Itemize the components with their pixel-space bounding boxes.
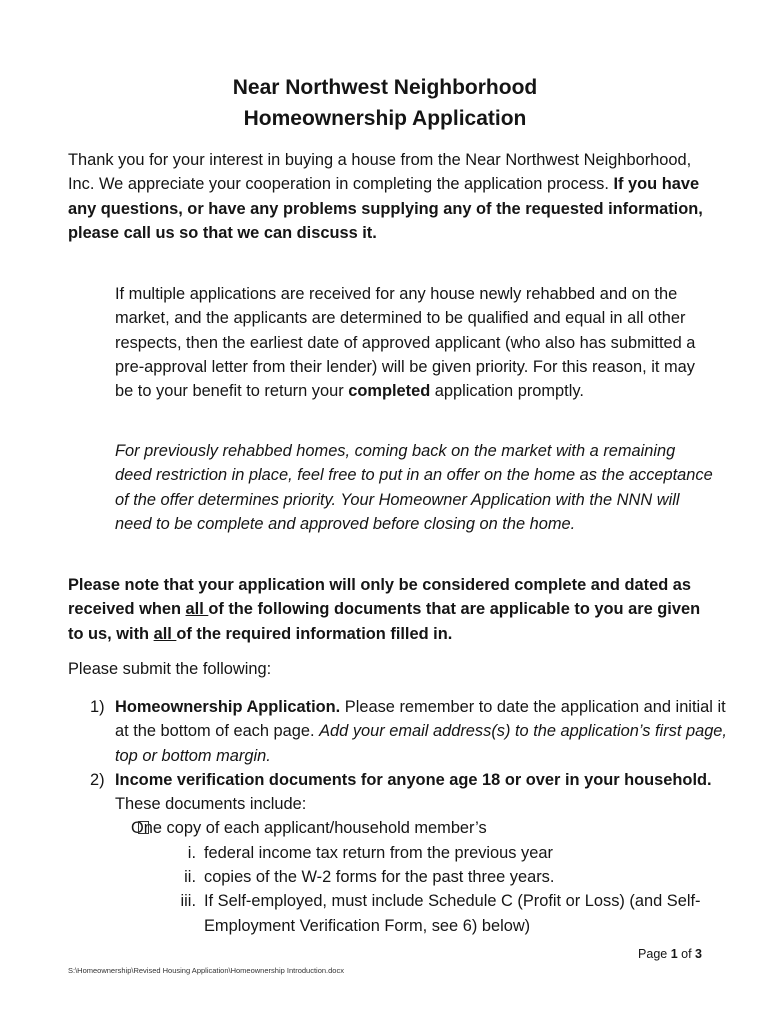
page-of: of (677, 947, 696, 961)
roman-number: i. (187, 843, 196, 862)
list-item-bold: Income verification documents for anyone age 18 or over in your household. (115, 770, 712, 789)
previously-rehabbed-paragraph: For previously rehabbed homes, coming back on the market with a remaining deed restriction in place, feel free to put in an offer on the home as the acceptance of the offer determines priority. Your Homeowner Application with the NNN will need to be complete and approved before closing on the home. (115, 442, 713, 533)
page-current: 1 (670, 947, 678, 961)
intro-paragraph (68, 148, 708, 245)
sub-list-item (68, 816, 728, 840)
roman-number: ii. (184, 868, 196, 887)
list-number: 2) (90, 770, 105, 789)
multiple-apps-text-end: application promptly. (430, 382, 584, 401)
note-underline-all-1: all (185, 600, 209, 619)
note-part-2: of the following documents that are applicable to you are given to us, with (68, 600, 701, 643)
roman-item-text: copies of the W-2 forms for the past three years. (204, 868, 555, 887)
list-item (68, 695, 728, 768)
complete-note-paragraph (68, 573, 708, 646)
file-path: S:\Homeownership\Revised Housing Application\Homeownership Introduction.docx (68, 966, 344, 975)
list-item (68, 768, 728, 817)
roman-item-text: If Self-employed, must include Schedule C (Profit or Loss) (and Self-Employment Verification Form, see 6) below) (204, 892, 701, 935)
completed-bold: completed (348, 382, 431, 401)
document-list (68, 695, 728, 938)
roman-list-item (68, 865, 728, 889)
multiple-apps-text: If multiple applications are received for any house newly rehabbed and on the market, and the applicants are determined to be qualified and equal in all other respects, then the earliest date of approved applicant (who also has submitted a pre-approval letter from their lender) will be given priority. For this reason, it may be to your benefit to return your (115, 285, 696, 401)
sub-item-text: One copy of each applicant/household member’s (131, 819, 487, 838)
checkbox-icon (138, 821, 149, 834)
note-part-3: of the required information filled in. (176, 624, 453, 643)
page-number (638, 947, 702, 961)
submit-intro: Please submit the following: (68, 660, 272, 678)
list-number: 1) (90, 698, 105, 716)
intro-text: Thank you for your interest in buying a house from the Near Northwest Neighborhood, Inc. We appreciate your cooperation in completing the application process. (68, 151, 692, 194)
note-part-1: Please note that your application will only be considered complete and dated as received when (68, 576, 691, 619)
list-item-text: Please remember to date the application and initial it at the bottom of each page. (115, 698, 726, 741)
title-line-1: Near Northwest Neighborhood (232, 76, 538, 99)
roman-number: iii. (180, 892, 196, 911)
list-item-italic: Add your email address(s) to the application’s first page, top or bottom margin. (115, 722, 727, 765)
intro-bold-text: If you have any questions, or have any problems supplying any of the requested information, please call us so that we can discuss it. (68, 175, 703, 242)
roman-list-item (68, 841, 728, 865)
title-line-2: Homeownership Application (243, 107, 527, 130)
roman-list-item (68, 889, 728, 938)
list-item-text: These documents include: (115, 795, 307, 814)
list-item-bold: Homeownership Application. (115, 698, 341, 716)
roman-item-text: federal income tax return from the previous year (204, 843, 553, 862)
note-underline-all-2: all (153, 624, 177, 643)
page-label: Page (638, 947, 671, 961)
multiple-applications-paragraph (115, 282, 715, 403)
page-total: 3 (695, 947, 702, 961)
